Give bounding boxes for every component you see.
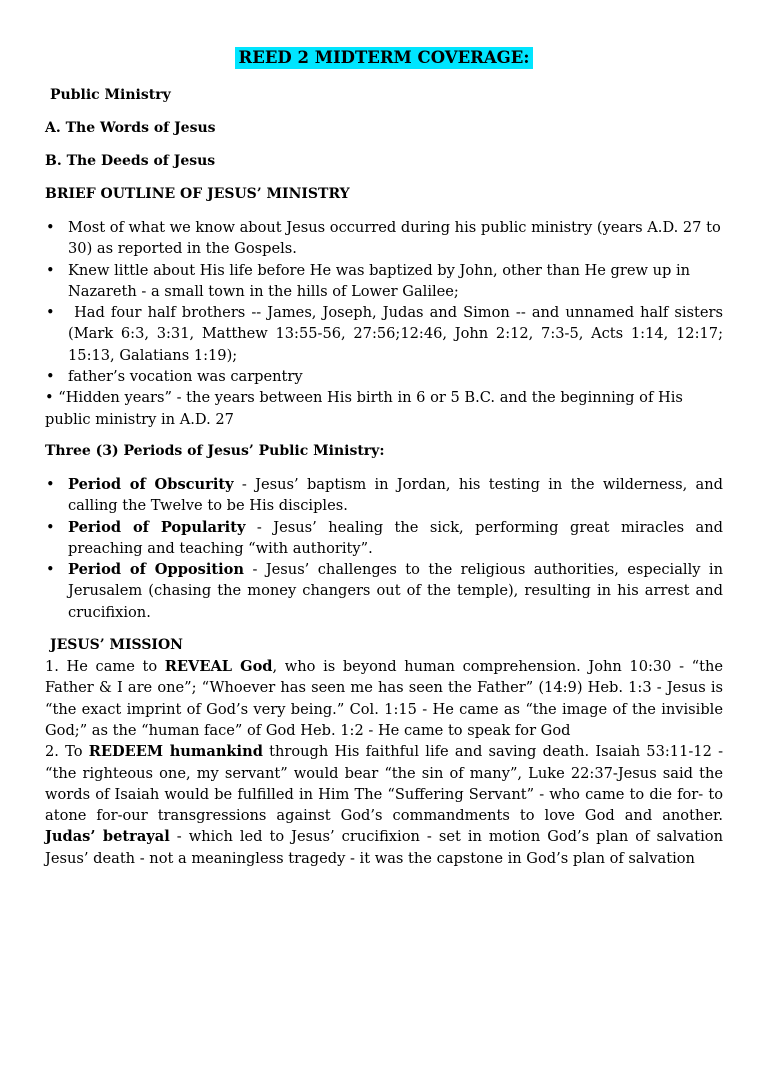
mission-paragraph-1 xyxy=(45,656,723,741)
list-item: • Most of what we know about Jesus occurred during his public ministry (years A.D. 27 to 30) as reported in the Gospels. xyxy=(45,217,723,260)
period-item xyxy=(45,474,723,517)
mission2-pre: 2. To xyxy=(45,743,89,761)
mission2-bold: REDEEM humankind xyxy=(88,743,263,761)
heading-words-of-jesus: A. The Words of Jesus xyxy=(45,120,216,136)
mission2-post: - which led to Jesus’ crucifixion - set in motion God’s plan of salvation Jesus’ death - not a meaningless tragedy - it was the capstone in God’s plan of salvation xyxy=(45,828,723,867)
outline-list xyxy=(45,217,728,387)
heading-deeds-of-jesus: B. The Deeds of Jesus xyxy=(45,153,216,169)
period-item xyxy=(45,559,723,623)
mission2-mid: through His faithful life and saving death. Isaiah 53:11-12 - “the righteous one, my servant” would bear “the sin of many”, Luke 22:37-Jesus said the words of Isaiah would be fulfilled in Him The “Suffering Servant” - who came to die for- to atone for-our transgressions against God’s commandments to love God and another. xyxy=(45,743,724,825)
list-item: • Had four half brothers -- James, Joseph, Judas and Simon -- and unnamed half sisters (Mark 6:3, 3:31, Matthew 13:55-56, 27:56;12:46, John 2:12, 7:3-5, Acts 1:14, 12:17; 15:13, Galatians 1:19); xyxy=(45,302,723,366)
list-item: • father’s vocation was carpentry xyxy=(45,366,723,387)
document-title: REED 2 MIDTERM COVERAGE: xyxy=(235,47,534,69)
period-term: Period of Obscurity xyxy=(68,475,234,493)
period-text: - Jesus’ challenges to the religious authorities, especially in Jerusalem (chasing the money changers out of the temple), resulting in his arrest and crucifixion. xyxy=(68,561,723,621)
document-page xyxy=(0,47,768,1071)
mission-paragraph-2 xyxy=(45,741,723,869)
list-item: • Knew little about His life before He was baptized by John, other than He grew up in Nazareth - a small town in the hills of Lower Galilee; xyxy=(45,260,723,303)
heading-periods: Three (3) Periods of Jesus’ Public Ministry: xyxy=(45,442,385,459)
title-wrap xyxy=(45,47,723,71)
heading-brief-outline: BRIEF OUTLINE OF JESUS’ MINISTRY xyxy=(45,186,350,202)
mission1-pre: 1. He came to xyxy=(45,658,165,676)
mission1-bold: REVEAL God xyxy=(164,658,273,676)
period-term: Period of Popularity xyxy=(68,518,246,536)
period-term: Period of Opposition xyxy=(68,561,245,579)
mission2-bold2: Judas’ betrayal xyxy=(45,828,170,846)
heading-public-ministry: Public Ministry xyxy=(50,87,171,103)
hidden-years-paragraph: • “Hidden years” - the years between His birth in 6 or 5 B.C. and the beginning of His public ministry in A.D. 27 xyxy=(45,389,683,428)
period-item xyxy=(45,517,723,560)
period-text: - Jesus’ healing the sick, performing great miracles and preaching and teaching “with authority”. xyxy=(68,518,723,557)
mission1-post: , who is beyond human comprehension. John 10:30 - “the Father & I are one”; “Whoever has seen me has seen the Father” (14:9) Heb. 1:3 - Jesus is “the exact imprint of God’s very being.” Col. 1:15 - He came as “the image of the invisible God;” as the “human face” of God Heb. 1:2 - He came to speak for God xyxy=(45,658,723,739)
heading-jesus-mission: JESUS’ MISSION xyxy=(50,637,183,654)
periods-list xyxy=(45,474,723,623)
period-text: - Jesus’ baptism in Jordan, his testing in the wilderness, and calling the Twelve to be His disciples. xyxy=(68,475,723,515)
